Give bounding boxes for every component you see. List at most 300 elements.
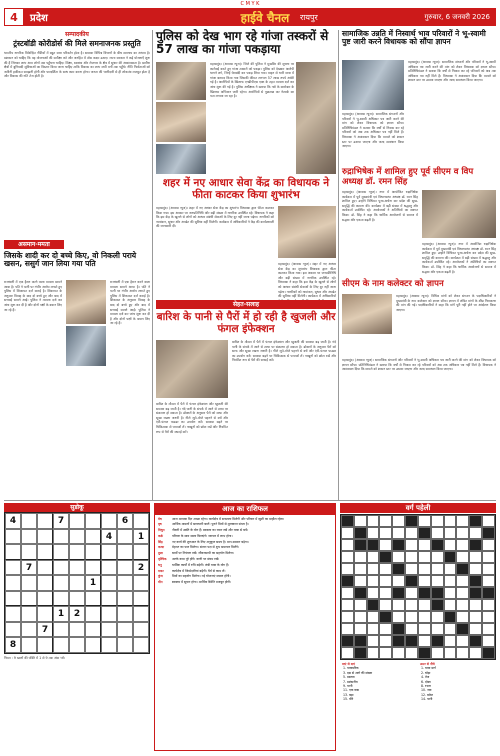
- crossword-cell: [456, 647, 469, 659]
- editorial-body: भारतीय नागरिक विकेन्द्रित नीतियों में बहुत सारा परिवर्तन होता है। समस्या विभिन्न विभागों के बीच समन्वय का अभाव है। प्रशासन को चाहिए कि वह योजनाओं की समीक्षा करे और जनहित में ठोस कदम उठाए। राज्य सरकार ने कई योजनाएँ शुरू की हैं जिनका लाभ आम लोगों तक पहुँचना चाहिए। शिक्षा, स्वास्थ्य और रोजगार के क्षेत्र में सुधार की आवश्यकता है। ग्रामीण क्षेत्रों में बुनियादी सुविधाओं का विस्तार किया जाना चाहिए ताकि विकास का लाभ सभी वर्गों तक पहुँचे। नीति निर्माताओं को जमीनी हकीकत समझनी होगी और पारदर्शिता के साथ काम करना होगा। जनता की भागीदारी से ही लोकतंत्र मजबूत होता है और विकास की गति तेज होती है।: [4, 51, 150, 79]
- crossword-cell: [392, 563, 405, 575]
- sudoku-cell: [101, 544, 117, 560]
- sudoku-cell: [117, 560, 133, 576]
- crossword-cell: [341, 563, 354, 575]
- crossword-cell: [392, 515, 405, 527]
- crossword-cell: [392, 575, 405, 587]
- horoscope-sign: मकर: [158, 568, 164, 573]
- crossword-cell: [482, 563, 495, 575]
- editorial-kicker: सम्पादकीय: [65, 31, 89, 38]
- crossword-cell: [379, 587, 392, 599]
- horoscope-text: परिवार के साथ समय बिताएंगे। व्यापार में लाभ होगा।: [172, 533, 233, 538]
- crossword-clue: 5. प्रस्ताव: [343, 675, 355, 680]
- sudoku-cell: [21, 575, 37, 591]
- sudoku-cell: [133, 513, 149, 529]
- edition-date: गुरुवार, 6 जनवरी 2026: [424, 12, 490, 21]
- society-photo: [342, 60, 404, 110]
- section-divider: [4, 500, 496, 501]
- crossword-cell: [431, 515, 444, 527]
- crossword-cell: [379, 563, 392, 575]
- sudoku-cell: [21, 622, 37, 638]
- crossword-cell: [418, 527, 431, 539]
- horoscope-text: खर्चों पर नियंत्रण रखें। जीवनसाथी का सहयोग मिलेगा।: [172, 551, 235, 556]
- horoscope-item: [155, 569, 335, 573]
- crossword-cell: [469, 599, 482, 611]
- crossword-cell: [431, 563, 444, 575]
- horoscope-text: मेहनत का फल मिलेगा। संतान पक्ष से शुभ समाचार मिलेंगे।: [172, 545, 240, 550]
- crossword-cell: [354, 563, 367, 575]
- crossword-cell: [341, 551, 354, 563]
- crossword-cell: [379, 635, 392, 647]
- crossword-cell: [418, 575, 431, 587]
- lead-photo-3: [156, 144, 206, 174]
- story-body: राजधानी में एक हैरान करने वाला मामला सामने आया है। पति ने पत्नी पर गंभीर आरोप लगाते हुए पुलिस में शिकायत दर्ज कराई है। शिकायत के अनुसार विवाह के बाद दो बच्चे हुए और बाद में सच्चाई सामने आई। पुलिस ने मामला दर्ज कर जांच शुरू कर दी है और दोनों पक्षों के बयान लिए जा रहे हैं।: [4, 280, 63, 312]
- sudoku-cell: [37, 544, 53, 560]
- horoscope-sign: तुला: [158, 551, 163, 556]
- sudoku-cell: [21, 513, 37, 529]
- crossword-cell: [456, 551, 469, 563]
- crossword-cell: [341, 599, 354, 611]
- sudoku-cell: [21, 606, 37, 622]
- crossword-clue: 14. पानी: [421, 697, 433, 702]
- health-headline: बारिश के पानी से पैरों में हो रही है खुजली और फंगल इंफेक्शन: [156, 311, 336, 335]
- crossword-cell: [341, 515, 354, 527]
- section-title: प्रदेश: [30, 13, 48, 24]
- clues-down: [418, 662, 496, 702]
- crossword-cell: [431, 551, 444, 563]
- sudoku-cell: [69, 560, 85, 576]
- sudoku-grid: [4, 512, 150, 654]
- crossword-clue: 6. दोस्त: [421, 679, 431, 684]
- sudoku-cell: [101, 606, 117, 622]
- crossword-cell: [456, 515, 469, 527]
- crossword-cell: [469, 539, 482, 551]
- crossword-cell: [444, 551, 457, 563]
- horoscope-list: [155, 517, 335, 585]
- crossword-cell: [418, 623, 431, 635]
- horoscope-text: आज आपका दिन अच्छा रहेगा। कार्यक्षेत्र में सफलता मिलेगी और परिवार में खुशी का माहौल रहेगा।: [172, 516, 285, 521]
- crossword-cell: [379, 551, 392, 563]
- page-number: 4: [4, 8, 24, 26]
- sudoku-cell: [53, 529, 69, 545]
- sudoku-cell: [69, 637, 85, 653]
- horoscope-item: [155, 551, 335, 555]
- crossword-cell: [367, 599, 380, 611]
- crossword-cell: [444, 635, 457, 647]
- crossword-cell: [379, 575, 392, 587]
- sudoku-cell: [85, 529, 101, 545]
- crossword-cell: [405, 587, 418, 599]
- crossword-clue: 4. तेज: [421, 675, 430, 680]
- horoscope-sign: वृष: [158, 522, 162, 527]
- crossword-cell: [431, 539, 444, 551]
- sudoku-cell: [69, 544, 85, 560]
- crossword-clue: 12. खोज: [421, 692, 433, 697]
- crossword-cell: [367, 647, 380, 659]
- crossword-cell: [392, 611, 405, 623]
- sudoku-cell: [69, 529, 85, 545]
- crossword-cell: [482, 635, 495, 647]
- crossword-cell: [392, 587, 405, 599]
- society-body-cont: महासमुंद। (आवास न्यूज)। सामाजिक संगठनों और परिवारों ने भू-स्वामी अधिकार पत्र जारी करने की मांग को लेकर विधायक को ज्ञापन सौंपा। प्रतिनिधिमंडल ने बताया कि वर्षों से निवास कर रहे परिवारों को अब तक अधिकार पत्र नहीं मिले हैं। विधायक ने आश्वासन दिया कि मामले को शासन स्तर पर उठाया जाएगा और जल्द समाधान किया जाएगा।: [342, 112, 404, 149]
- lead-headline: पुलिस को देख भाग रहे गांजा तस्करों से 57 लाख का गांजा पकड़ाया: [156, 29, 329, 57]
- horoscope-sign: कर्क: [158, 533, 163, 538]
- crossword-cell: [431, 635, 444, 647]
- health-photo: [156, 340, 228, 398]
- sudoku-cell: [5, 544, 21, 560]
- crossword-puzzle: [340, 503, 496, 702]
- crossword-cell: [354, 539, 367, 551]
- society-body: महासमुंद। (आवास न्यूज)। सामाजिक संगठनों और परिवारों ने भू-स्वामी अधिकार पत्र जारी करने की मांग को लेकर विधायक को ज्ञापन सौंपा। प्रतिनिधिमंडल ने बताया कि वर्षों से निवास कर रहे परिवारों को अब तक अधिकार पत्र नहीं मिले हैं। विधायक ने आश्वासन दिया कि मामले को शासन स्तर पर उठाया जाएगा और जल्द समाधान किया जाएगा।: [408, 60, 496, 83]
- sudoku-cell: [117, 529, 133, 545]
- crossword-cell: [392, 623, 405, 635]
- crossword-cell: [444, 599, 457, 611]
- crossword-clue: 1. पारस्परिक: [343, 666, 359, 671]
- crossword-title: वर्ग पहेली: [340, 503, 496, 513]
- sudoku-cell: [85, 560, 101, 576]
- crossword-cell: [354, 527, 367, 539]
- horoscope-text: आर्थिक मामलों में सावधानी बरतें। पुराने मित्रों से मुलाकात संभव है।: [172, 522, 249, 527]
- crossword-cell: [392, 599, 405, 611]
- horoscope-item: [155, 580, 335, 584]
- horoscope-sign: मिथुन: [158, 528, 165, 533]
- crossword-cell: [469, 611, 482, 623]
- crossword-cell: [367, 575, 380, 587]
- sudoku-footer: नियम : 9 खानों की पंक्ति में 1 से 9 तक अंक भरें।: [4, 655, 66, 660]
- crossword-cell: [418, 551, 431, 563]
- crossword-cell: [405, 551, 418, 563]
- crossword-cell: [379, 539, 392, 551]
- crossword-clue: 13. बड़ा: [343, 692, 354, 697]
- lead-photo-1: [156, 62, 206, 100]
- scheme-body-cont: महासमुंद। (आवास न्यूज)। शहर में नए आधार सेवा केंद्र का शुभारंभ विधायक द्वारा फीता काटकर किया गया। इस अवसर पर जनप्रतिनिधि और बड़ी संख्या में नागरिक उपस्थित रहे। विधायक ने कहा कि इस केंद्र के खुलने से लोगों को आधार संबंधी सेवाओं के लिए दूर नहीं जाना पड़ेगा। नागरिकों को नामांकन, सुधार और अपडेट की सुविधा यहीं मिलेगी। कार्यक्रम में अधिकारियों: [278, 262, 336, 299]
- horoscope-sign: मीन: [158, 580, 163, 585]
- sudoku-cell: 2: [69, 606, 85, 622]
- crossword-cell: [482, 623, 495, 635]
- horoscope-item: [155, 545, 335, 549]
- sudoku-cell: [85, 513, 101, 529]
- crossword-clue: 15. धीरे: [343, 697, 354, 702]
- horoscope-text: कार्यक्षेत्र में जिम्मेदारियां बढ़ेंगी। धैर्य से काम लें।: [172, 568, 226, 573]
- crossword-clue: 10. नाव: [421, 688, 432, 693]
- crossword-cell: [444, 527, 457, 539]
- editorial-block: [4, 30, 150, 225]
- crossword-cell: [456, 599, 469, 611]
- horoscope-sign: मेष: [158, 516, 162, 521]
- sudoku-cell: [5, 591, 21, 607]
- horoscope-text: नौकरी में उन्नति के योग हैं। स्वास्थ्य का ध्यान रखें और यात्रा से बचें।: [172, 528, 249, 533]
- sudoku-cell: [117, 591, 133, 607]
- crossword-cell: [418, 539, 431, 551]
- crossword-cell: [482, 647, 495, 659]
- story-photo-2: [66, 326, 106, 366]
- crossword-cell: [418, 635, 431, 647]
- crossword-cell: [379, 527, 392, 539]
- sudoku-cell: [53, 560, 69, 576]
- clues-across: [340, 662, 418, 702]
- horoscope-text: स्वास्थ्य में सुधार होगा। आर्थिक स्थिति मजबूत होगी।: [172, 580, 232, 585]
- crossword-cell: [431, 599, 444, 611]
- crossword-cell: [431, 575, 444, 587]
- crossword-cell: [469, 647, 482, 659]
- column-divider: [152, 30, 153, 500]
- sudoku-cell: [53, 622, 69, 638]
- crossword-cell: [469, 551, 482, 563]
- sudoku-cell: 4: [5, 513, 21, 529]
- memo-photo: [342, 294, 392, 334]
- crossword-cell: [469, 515, 482, 527]
- crossword-cell: [354, 647, 367, 659]
- crossword-cell: [405, 575, 418, 587]
- horoscope-item: [155, 574, 335, 578]
- crossword-cell: [392, 647, 405, 659]
- crossword-cell: [482, 575, 495, 587]
- crossword-cell: [405, 647, 418, 659]
- crossword-cell: [367, 515, 380, 527]
- scheme-headline: शहर में नए आधार सेवा केंद्र का विधायक ने फीता काटकर किया शुभारंभ: [162, 177, 330, 201]
- health-tag: सेहत-सलाह: [156, 300, 336, 309]
- crossword-cell: [379, 647, 392, 659]
- crossword-cell: [341, 635, 354, 647]
- sudoku-cell: [133, 591, 149, 607]
- crossword-cell: [367, 611, 380, 623]
- crossword-cell: [431, 623, 444, 635]
- lead-body: महासमुंद। (आवास न्यूज)। जिले की पुलिस ने मुखबिर की सूचना पर कार्रवाई करते हुए गांजा तस्करों को पकड़ा। पुलिस को देखकर आरोपी भागने लगे, जिन्हें घेराबंदी कर पकड़ लिया गया। वाहन से भारी मात्रा में गांजा बरामद किया गया जिसकी कीमत लगभग 57 लाख रुपये आंकी गई है। आरोपियों के खिलाफ एनडीपीएस एक्ट के तहत मामला दर्ज कर जांच शुरू की गई है। पुलिस अधीक्षक ने बताया कि नशे के कारोबार के खिलाफ अभियान जारी रहेगा। आरोपियों से पूछताछ कर नेटवर्क का पता लगाया जा रहा है।: [210, 62, 294, 99]
- lead-photo-4: [296, 62, 336, 174]
- crossword-cell: [341, 527, 354, 539]
- crossword-grid: [340, 514, 496, 660]
- crossword-cell: [341, 647, 354, 659]
- sudoku-cell: [69, 591, 85, 607]
- horoscope-text: धार्मिक कार्यों में रुचि बढ़ेगी। लंबी यात्रा के योग हैं।: [172, 562, 230, 567]
- crossword-cell: [354, 599, 367, 611]
- sudoku-title: सुडोकू: [4, 503, 150, 512]
- crossword-cell: [469, 575, 482, 587]
- horoscope-item: [155, 557, 335, 561]
- sudoku-cell: [5, 529, 21, 545]
- crossword-cell: [418, 647, 431, 659]
- crossword-cell: [405, 623, 418, 635]
- crossword-cell: [354, 623, 367, 635]
- memo-body: महासमुंद। (आवास न्यूज)। विभिन्न मांगों को लेकर संगठन के पदाधिकारियों ने मुख्यमंत्री के नाम कलेक्टर को ज्ञापन सौंपा। ज्ञापन में लंबित मांगों के शीघ्र निराकरण की मांग की गई। पदाधिकारियों ने कहा कि मांगें पूरी नहीं होने पर आंदोलन किया जाएगा।: [396, 294, 496, 312]
- sudoku-cell: [117, 575, 133, 591]
- clues-across-label: बाएं से दाएं: [342, 662, 356, 666]
- sudoku-cell: [21, 529, 37, 545]
- crossword-cell: [456, 527, 469, 539]
- crossword-cell: [379, 515, 392, 527]
- crossword-cell: [482, 551, 495, 563]
- sudoku-cell: [101, 591, 117, 607]
- crossword-cell: [341, 587, 354, 599]
- sudoku-cell: [133, 606, 149, 622]
- crossword-cell: [482, 515, 495, 527]
- crossword-cell: [367, 635, 380, 647]
- horoscope-text: नए कार्य की शुरुआत के लिए अनुकूल समय है। मान-सम्मान बढ़ेगा।: [172, 539, 249, 544]
- edition-city: रायपुर: [300, 12, 318, 22]
- crossword-cell: [456, 563, 469, 575]
- page-header: [4, 8, 496, 26]
- crossword-cell: [405, 515, 418, 527]
- crossword-cell: [482, 599, 495, 611]
- crossword-cell: [367, 551, 380, 563]
- crossword-cell: [392, 527, 405, 539]
- crossword-cell: [444, 611, 457, 623]
- horoscope-sign: सिंह: [158, 539, 163, 544]
- crossword-cell: [341, 611, 354, 623]
- crossword-cell: [405, 599, 418, 611]
- crossword-cell: [469, 623, 482, 635]
- sudoku-cell: [133, 544, 149, 560]
- crossword-cell: [431, 587, 444, 599]
- crossword-cell: [392, 551, 405, 563]
- sudoku-cell: [37, 637, 53, 653]
- horoscope-sign: वृश्चिक: [158, 557, 167, 562]
- clues-down-label: ऊपर से नीचे: [420, 662, 435, 666]
- sudoku-cell: [53, 637, 69, 653]
- across-list: [341, 666, 417, 701]
- sudoku-cell: [37, 606, 53, 622]
- horoscope-sign: कन्या: [158, 545, 165, 550]
- society-continued: महासमुंद। (आवास न्यूज)। सामाजिक संगठनों और परिवारों ने भू-स्वामी अधिकार पत्र जारी करने की मांग को लेकर विधायक को ज्ञापन सौंपा। प्रतिनिधिमंडल ने बताया कि वर्षों से निवास कर रहे परिवारों को अब तक अधिकार पत्र नहीं मिले हैं। विधायक ने आश्वासन दिया कि मामले को शासन स्तर पर उठाया जाएगा और जल्द समाधान किया जाएगा।: [342, 358, 496, 372]
- health-body-cont: बारिश के मौसम में पैरों में फंगल इंफेक्शन और खुजली की समस्या बढ़ जाती है। गंदे पानी के संपर्क में आने से त्वचा पर संक्रमण हो सकता है। डॉक्टरों के अनुसार पैरों को साफ और सूखा रखना जरूरी है। गीले जूते-मोजे पहनने से बचें और एंटी-फंगल पाउडर का उपयोग करें। समस्या बढ़ने पर चिकित्सक से परामर्श लें। नाखूनों को छोटा रखें और नियमित रूप से पैरों की सफाई करें।: [156, 402, 228, 434]
- sudoku-cell: [69, 622, 85, 638]
- sudoku-cell: [37, 560, 53, 576]
- crossword-cell: [456, 539, 469, 551]
- cmyk-marker: C M Y K: [240, 1, 260, 7]
- sudoku-cell: 1: [53, 606, 69, 622]
- crossword-cell: [418, 599, 431, 611]
- sudoku-cell: [53, 575, 69, 591]
- horoscope-item: [155, 517, 335, 521]
- sudoku-cell: [101, 637, 117, 653]
- sudoku-cell: [37, 529, 53, 545]
- crossword-cell: [405, 611, 418, 623]
- crossword-cell: [456, 623, 469, 635]
- crossword-cell: [456, 575, 469, 587]
- crossword-cell: [341, 623, 354, 635]
- crossword-clues: [340, 662, 496, 702]
- rudra-body: महासमुंद। (आवास न्यूज)। नगर में आयोजित रुद्राभिषेक कार्यक्रम में पूर्व मुख्यमंत्री एवं विधानसभा अध्यक्ष डॉ. रमन सिंह शामिल हुए। उन्होंने विधिवत पूजा-अर्चना कर प्रदेश की सुख-समृद्धि की कामना की। कार्यक्रम में बड़ी संख्या में श्रद्धालु और कार्यकर्ता उपस्थित रहे। आयोजकों ने अतिथियों का स्वागत किया। डॉ. सिंह ने कहा कि धार्मिक आयोजनों से समाज में सद्भाव और एकता बढ़ती है।: [342, 190, 418, 222]
- health-body: बारिश के मौसम में पैरों में फंगल इंफेक्शन और खुजली की समस्या बढ़ जाती है। गंदे पानी के संपर्क में आने से त्वचा पर संक्रमण हो सकता है। डॉक्टरों के अनुसार पैरों को साफ और सूखा रखना जरूरी है। गीले जूते-मोजे पहनने से बचें और एंटी-फंगल पाउडर का उपयोग करें। समस्या बढ़ने पर चिकित्सक से परामर्श लें। नाखूनों को छोटा रखें और नियमित रूप से पैरों की सफाई करें।: [232, 340, 336, 363]
- crossword-cell: [341, 575, 354, 587]
- crossword-cell: [367, 623, 380, 635]
- society-headline: सामाजिक उन्नति में निस्वार्थ भाव परिवारों ने भू-स्वामी पुष्ट जारी करने विधायक को सौंपा ज्ञापन: [342, 29, 486, 47]
- crossword-cell: [444, 539, 457, 551]
- sudoku-cell: [133, 622, 149, 638]
- crossword-cell: [405, 539, 418, 551]
- crossword-clue: 7. प्रशंसनीय: [343, 679, 358, 684]
- crossword-cell: [482, 539, 495, 551]
- horoscope-sign: धनु: [158, 562, 162, 567]
- horoscope-item: [155, 522, 335, 526]
- sudoku-cell: [101, 513, 117, 529]
- crossword-cell: [367, 587, 380, 599]
- crossword-cell: [405, 527, 418, 539]
- story-tag: असमान-ममता: [4, 240, 64, 249]
- sudoku-cell: [5, 622, 21, 638]
- sudoku-cell: [85, 544, 101, 560]
- lead-photo-2: [156, 102, 206, 142]
- sudoku-cell: [53, 591, 69, 607]
- crossword-cell: [367, 539, 380, 551]
- crossword-cell: [431, 611, 444, 623]
- horoscope-sign: कुंभ: [158, 574, 163, 579]
- sudoku-cell: [85, 637, 101, 653]
- crossword-clue: 1. यात्रा मार्ग: [421, 666, 436, 671]
- sudoku-cell: 7: [37, 622, 53, 638]
- horoscope-text: मित्रों का सहयोग मिलेगा। नई योजनाएं सफल होंगी।: [172, 574, 231, 579]
- crossword-cell: [354, 551, 367, 563]
- crossword-cell: [482, 587, 495, 599]
- crossword-cell: [418, 515, 431, 527]
- story-headline: जिसके शादी कर दो बच्चे किए, वो निकली पराये खसन, ससुर्ग जान लिया गया पति: [4, 251, 137, 269]
- newspaper-brand: हाईवे चैनल: [240, 10, 290, 25]
- crossword-cell: [367, 563, 380, 575]
- crossword-cell: [469, 635, 482, 647]
- rudra-body-cont: महासमुंद। (आवास न्यूज)। नगर में आयोजित रुद्राभिषेक कार्यक्रम में पूर्व मुख्यमंत्री एवं विधानसभा अध्यक्ष डॉ. रमन सिंह शामिल हुए। उन्होंने विधिवत पूजा-अर्चना कर प्रदेश की सुख-समृद्धि की कामना की। कार्यक्रम में बड़ी संख्या में श्रद्धालु और कार्यकर्ता उपस्थित रहे। आयोजकों ने अतिथियों का स्वागत किया। डॉ. सिंह ने कहा कि धार्मिक आयोजनों से समाज में सद्भाव और एकता बढ़ती है।: [422, 242, 496, 274]
- crossword-cell: [444, 575, 457, 587]
- editorial-headline: ट्रंस्टबॉडी कोरीडोर्स की मिले समनाजनक प्रस्तुति: [13, 39, 141, 48]
- sudoku-cell: 4: [101, 529, 117, 545]
- scheme-photo: [278, 206, 336, 258]
- crossword-clue: 3. दस से आगे की संख्या: [343, 670, 373, 675]
- crossword-cell: [392, 539, 405, 551]
- crossword-cell: [469, 527, 482, 539]
- rudra-photo: [422, 190, 496, 238]
- crossword-clue: 11. एक वाद्य: [343, 688, 359, 693]
- memo-headline: सीएम के नाम कलेक्टर को ज्ञापन: [342, 279, 444, 289]
- sudoku-cell: [133, 575, 149, 591]
- crossword-cell: [392, 635, 405, 647]
- down-list: [419, 666, 495, 701]
- sudoku-cell: [69, 513, 85, 529]
- sudoku-cell: [117, 637, 133, 653]
- sudoku-cell: [101, 622, 117, 638]
- horoscope-box: [154, 503, 336, 751]
- sudoku-cell: [37, 575, 53, 591]
- sudoku-cell: [117, 622, 133, 638]
- sudoku-cell: [117, 544, 133, 560]
- sudoku-cell: 7: [53, 513, 69, 529]
- crossword-cell: [444, 623, 457, 635]
- horoscope-text: अटके काम पूरे होंगे। वाणी पर संयम रखें।: [172, 557, 220, 562]
- sudoku-puzzle: [4, 503, 150, 660]
- sudoku-cell: [69, 575, 85, 591]
- sudoku-cell: [85, 606, 101, 622]
- crossword-cell: [456, 587, 469, 599]
- sudoku-cell: [85, 591, 101, 607]
- sudoku-cell: 1: [85, 575, 101, 591]
- horoscope-item: [155, 534, 335, 538]
- story-photo-1: [66, 280, 106, 324]
- crossword-cell: [341, 539, 354, 551]
- crossword-cell: [418, 563, 431, 575]
- story-body-cont: राजधानी में एक हैरान करने वाला मामला सामने आया है। पति ने पत्नी पर गंभीर आरोप लगाते हुए पुलिस में शिकायत दर्ज कराई है। शिकायत के अनुसार विवाह के बाद दो बच्चे हुए और बाद में सच्चाई सामने आई। पुलिस ने मामला दर्ज कर जांच शुरू कर दी है और दोनों पक्षों के बयान लिए जा रहे हैं।: [110, 280, 150, 326]
- sudoku-cell: [21, 544, 37, 560]
- crossword-cell: [379, 599, 392, 611]
- crossword-cell: [405, 563, 418, 575]
- crossword-cell: [431, 647, 444, 659]
- crossword-cell: [444, 647, 457, 659]
- rudra-headline: रुद्राभिषेक में शामिल हुए पूर्व सीएम व विप अध्यक्ष डॉ. रमन सिंह: [342, 167, 474, 187]
- crossword-cell: [482, 527, 495, 539]
- sudoku-cell: [21, 637, 37, 653]
- horoscope-item: [155, 540, 335, 544]
- crossword-cell: [469, 563, 482, 575]
- sudoku-cell: [53, 544, 69, 560]
- crossword-cell: [354, 515, 367, 527]
- sudoku-cell: [37, 513, 53, 529]
